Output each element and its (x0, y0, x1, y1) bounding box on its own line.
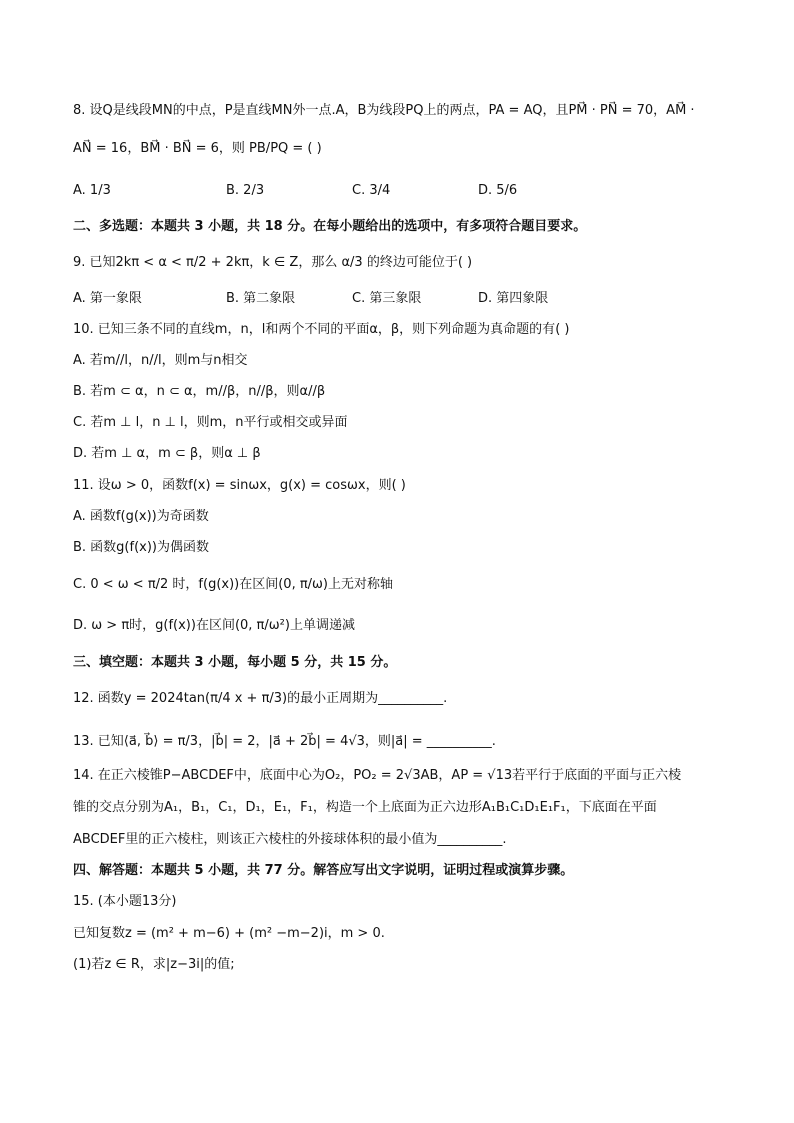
section-heading-fill-in: 三、填空题：本题共 3 小题，每小题 5 分，共 15 分。 (73, 655, 397, 670)
section-heading-multiple-choice: 二、多选题：本题共 3 小题，共 18 分。在每小题给出的选项中，有多项符合题目要求。 (73, 219, 587, 234)
question-14-line-1: 14. 在正六棱锥P−ABCDEF中，底面中心为O₂，PO₂ = 2√3AB，AP = √13若平行于底面的平面与正六棱 (73, 768, 682, 783)
option-c: C. 第三象限 (352, 291, 422, 306)
question-12: 12. 函数y = 2024tan(π/4 x + π/3)的最小正周期为__________. (73, 691, 448, 706)
option-d: D. 第四象限 (478, 291, 549, 306)
question-13: 13. 已知⟨a⃗, b⃗⟩ = π/3，|b⃗| = 2，|a⃗ + 2b⃗| = 4√3，则|a⃗| = __________. (73, 734, 496, 749)
question-15-stem: 已知复数z = (m² + m−6) + (m² −m−2)i，m > 0. (73, 926, 385, 941)
question-15-part-1: (1)若z ∈ R，求|z−3i|的值; (73, 957, 235, 972)
question-11-option-a: A. 函数f(g(x))为奇函数 (73, 509, 209, 524)
question-11-option-b: B. 函数g(f(x))为偶函数 (73, 540, 209, 555)
question-10-option-c: C. 若m ⊥ l，n ⊥ l，则m，n平行或相交或异面 (73, 415, 348, 430)
question-11: 11. 设ω > 0，函数f(x) = sinωx，g(x) = cosωx，则( ) (73, 478, 406, 493)
question-10-option-a: A. 若m//l，n//l，则m与n相交 (73, 353, 248, 368)
question-10: 10. 已知三条不同的直线m，n，l和两个不同的平面α，β，则下列命题为真命题的有( ) (73, 322, 570, 337)
question-14-line-3: ABCDEF里的正六棱柱，则该正六棱柱的外接球体积的最小值为__________. (73, 832, 507, 847)
option-b: B. 第二象限 (226, 291, 296, 306)
question-11-option-c: C. 0 < ω < π/2 时，f(g(x))在区间(0, π/ω)上无对称轴 (73, 577, 394, 592)
question-14-line-2: 锥的交点分别为A₁，B₁，C₁，D₁，E₁，F₁，构造一个上底面为正六边形A₁B₁C₁D₁E₁F₁，下底面在平面 (73, 800, 657, 815)
option-d: D. 5/6 (478, 183, 518, 198)
question-8-line-1: 8. 设Q是线段MN的中点，P是直线MN外一点.A，B为线段PQ上的两点，PA = AQ，且PM⃗ · PN⃗ = 70，AM⃗ · (73, 103, 695, 118)
section-heading-solutions: 四、解答题：本题共 5 小题，共 77 分。解答应写出文字说明，证明过程或演算步骤。 (73, 863, 574, 878)
question-15-heading: 15. (本小题13分) (73, 894, 177, 909)
option-c: C. 3/4 (352, 183, 391, 198)
option-a: A. 1/3 (73, 183, 111, 198)
question-9-options (73, 289, 724, 309)
option-a: A. 第一象限 (73, 291, 142, 306)
question-11-option-d: D. ω > π时，g(f(x))在区间(0, π/ω²)上单调递减 (73, 618, 355, 633)
question-10-option-d: D. 若m ⊥ α，m ⊂ β，则α ⊥ β (73, 446, 261, 461)
question-10-option-b: B. 若m ⊂ α，n ⊂ α，m//β，n//β，则α//β (73, 384, 326, 399)
option-b: B. 2/3 (226, 183, 265, 198)
question-8-line-2: AN⃗ = 16，BM⃗ · BN⃗ = 6，则 PB/PQ = ( ) (73, 141, 322, 156)
question-9: 9. 已知2kπ < α < π/2 + 2kπ，k ∈ Z，那么 α/3 的终边可能位于( ) (73, 255, 473, 270)
question-8-options (73, 181, 724, 201)
